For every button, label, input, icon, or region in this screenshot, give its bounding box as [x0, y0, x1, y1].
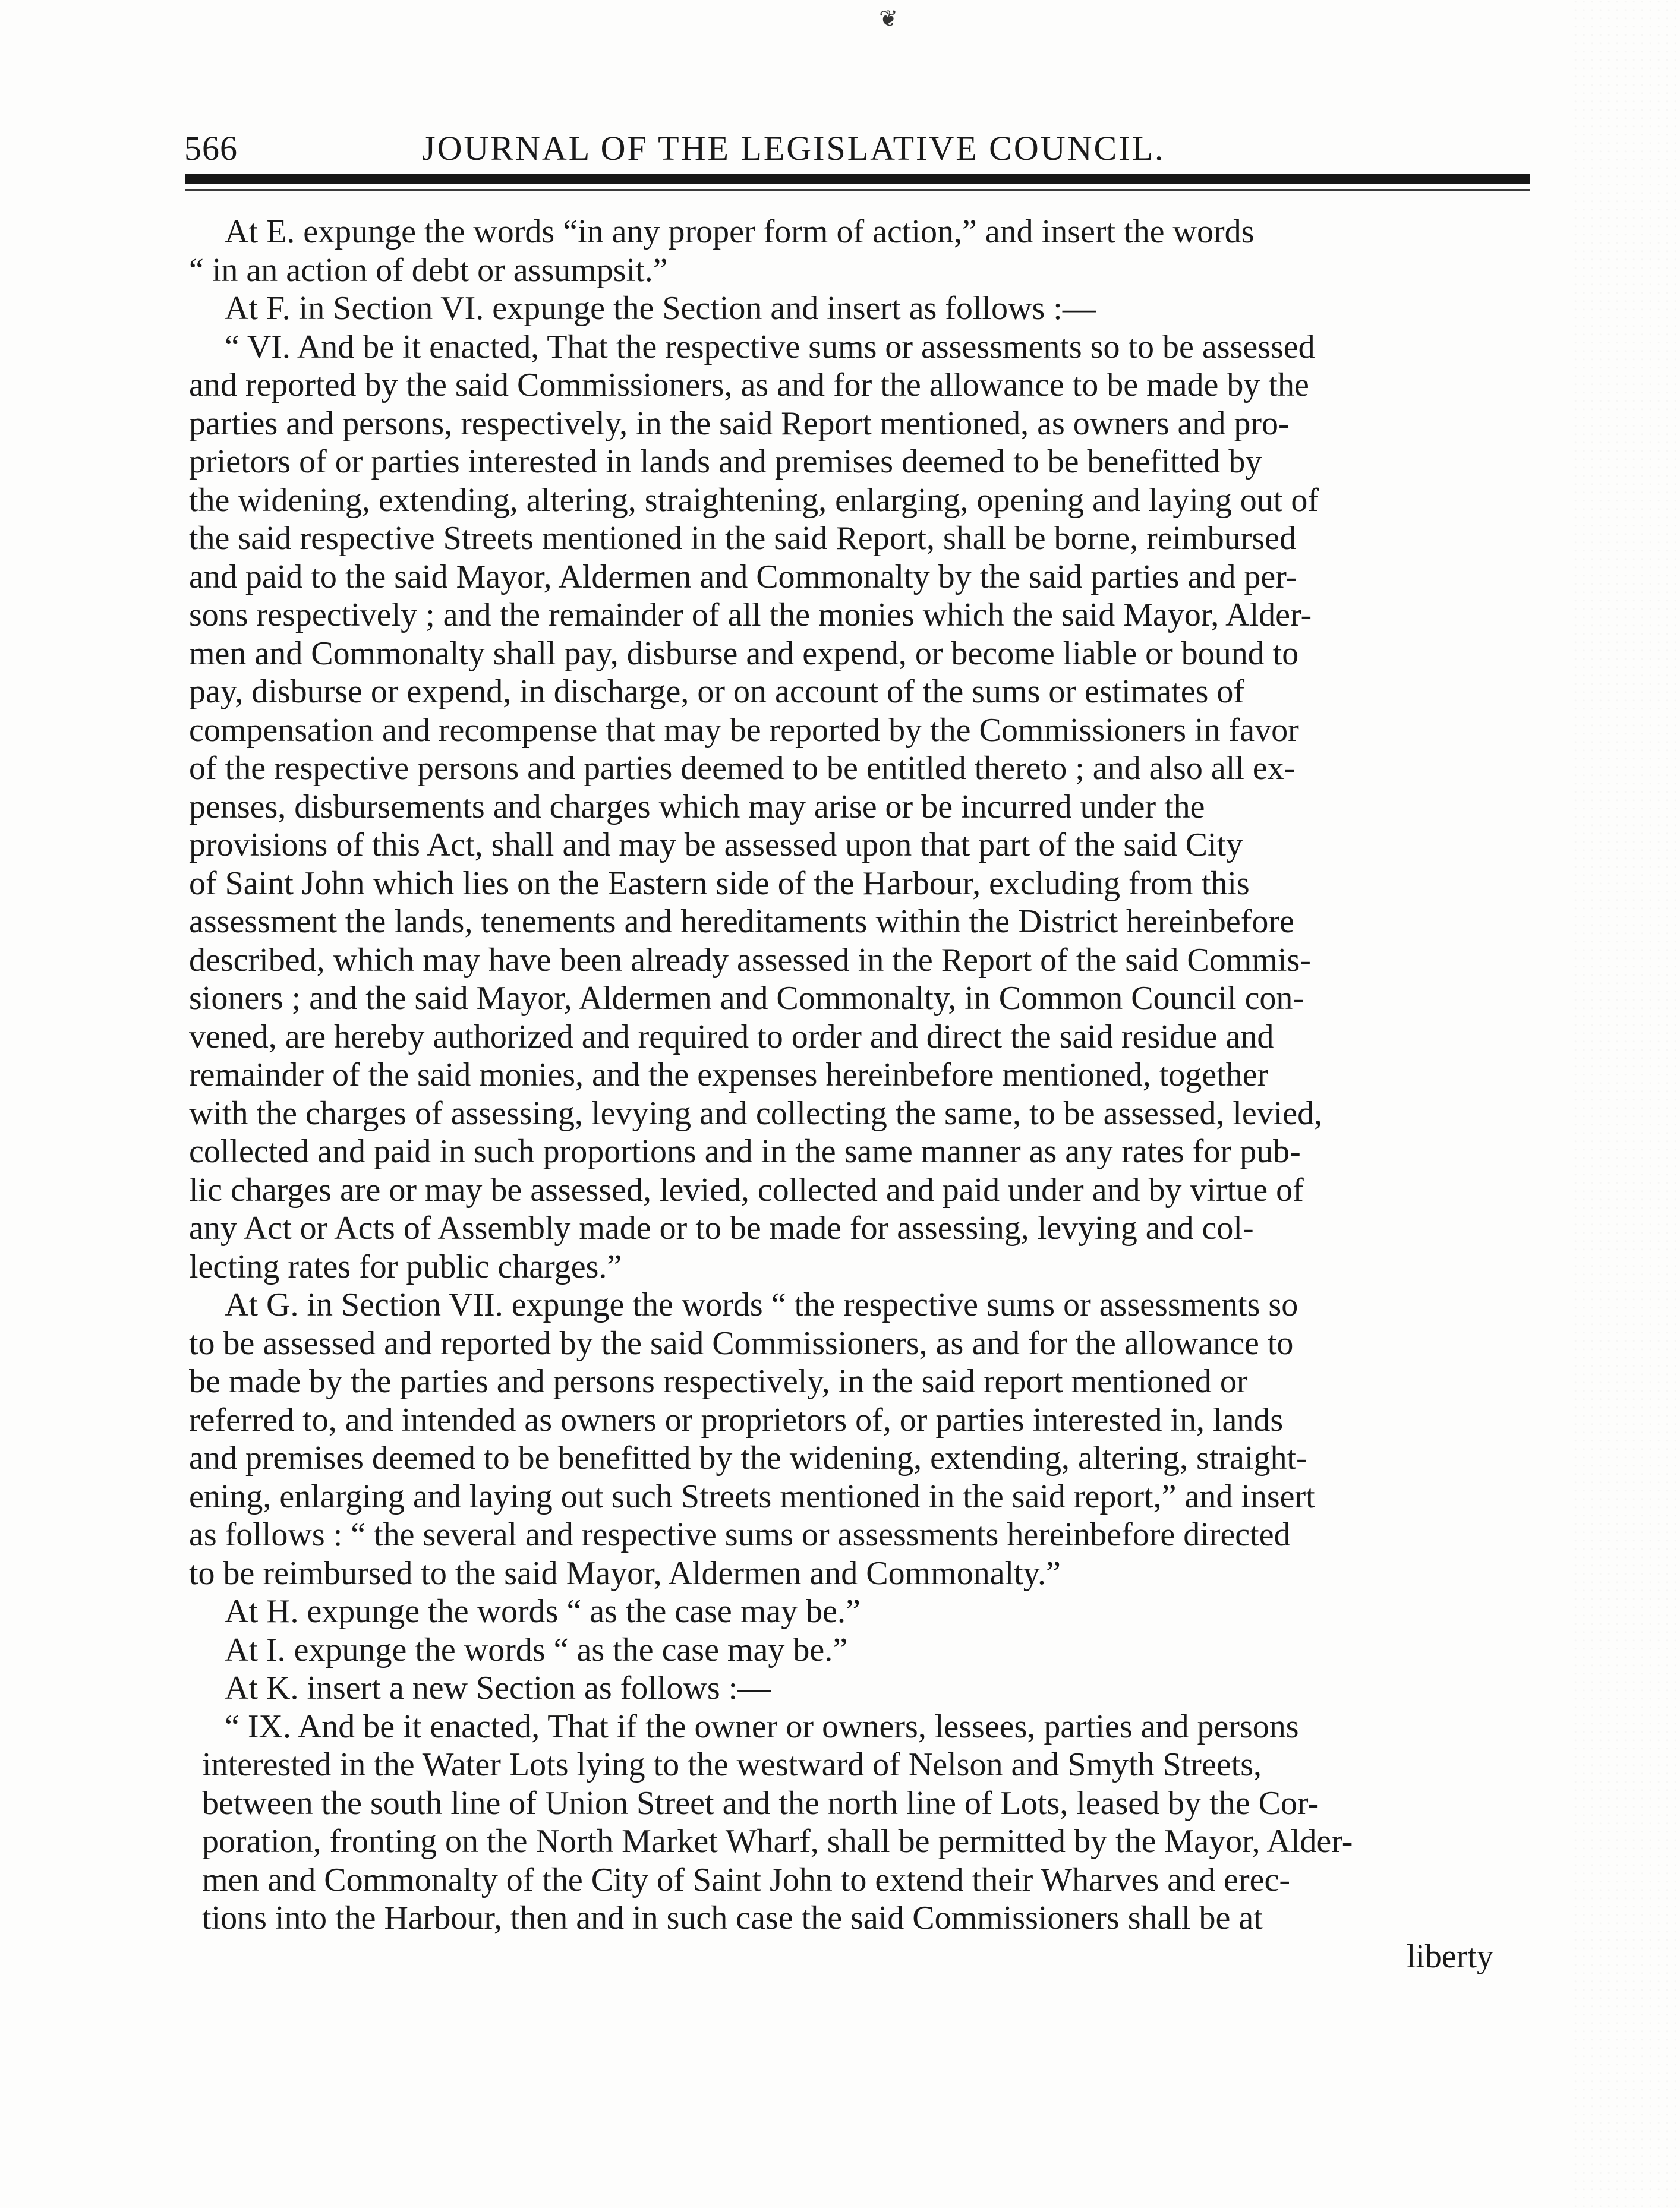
text-line: the said respective Streets mentioned in the said Report, shall be borne, reimbursed	[189, 520, 1297, 557]
page-header	[184, 122, 1527, 175]
text-line: as follows : “ the several and respective sums or assessments hereinbefore directed	[189, 1516, 1291, 1553]
header-rule	[185, 174, 1530, 184]
text-line: At H. expunge the words “ as the case may be.”	[225, 1593, 861, 1630]
header-rule-thin	[185, 189, 1530, 191]
text-line: and premises deemed to be benefitted by the widening, extending, altering, straight-	[189, 1440, 1307, 1477]
text-line: “ IX. And be it enacted, That if the owner or owners, lessees, parties and persons	[225, 1708, 1299, 1745]
text-line: sioners ; and the said Mayor, Aldermen and Commonalty, in Common Council con-	[189, 980, 1304, 1017]
text-line: At F. in Section VI. expunge the Section and insert as follows :—	[225, 290, 1096, 327]
text-line: poration, fronting on the North Market Wharf, shall be permitted by the Mayor, Alder-	[202, 1823, 1353, 1860]
text-line: assessment the lands, tenements and hereditaments within the District hereinbefore	[189, 903, 1294, 940]
text-line: “ in an action of debt or assumpsit.”	[189, 251, 668, 289]
text-line: vened, are hereby authorized and required to order and direct the said residue and	[189, 1018, 1274, 1055]
running-head: JOURNAL OF THE LEGISLATIVE COUNCIL.	[422, 129, 1165, 168]
text-line: compensation and recompense that may be reported by the Commissioners in favor	[189, 711, 1299, 749]
text-line: men and Commonalty of the City of Saint John to extend their Wharves and erec-	[202, 1861, 1290, 1898]
text-line: At G. in Section VII. expunge the words “ the respective sums or assessments so	[225, 1286, 1298, 1323]
text-line: with the charges of assessing, levying and collecting the same, to be assessed, levied,	[189, 1094, 1323, 1132]
text-line: collected and paid in such proportions and in the same manner as any rates for pub-	[189, 1133, 1301, 1170]
text-line: At K. insert a new Section as follows :—	[225, 1670, 771, 1707]
text-line: the widening, extending, altering, straightening, enlarging, opening and laying out of	[189, 481, 1319, 519]
text-line: of the respective persons and parties deemed to be entitled thereto ; and also all ex-	[189, 750, 1296, 787]
text-line: tions into the Harbour, then and in such case the said Commissioners shall be at	[202, 1900, 1263, 1936]
text-line: be made by the parties and persons respectively, in the said report mentioned or	[189, 1363, 1248, 1400]
text-line: described, which may have been already assessed in the Report of the said Commis-	[189, 941, 1311, 979]
text-line: and reported by the said Commissioners, as and for the allowance to be made by the	[189, 367, 1309, 403]
text-line: any Act or Acts of Assembly made or to be made for assessing, levying and col-	[189, 1210, 1254, 1247]
text-line: At E. expunge the words “in any proper form of action,” and insert the words	[225, 213, 1255, 250]
text-line: men and Commonalty shall pay, disburse and expend, or become liable or bound to	[189, 635, 1299, 672]
text-line: lic charges are or may be assessed, levied, collected and paid under and by virtue of	[189, 1171, 1304, 1209]
text-line: provisions of this Act, shall and may be assessed upon that part of the said City	[189, 827, 1243, 863]
text-line: At I. expunge the words “ as the case may be.”	[225, 1631, 848, 1668]
page-edge-texture	[1573, 0, 1680, 2208]
text-line: to be reimbursed to the said Mayor, Aldermen and Commonalty.”	[189, 1554, 1061, 1592]
text-line: lecting rates for public charges.”	[189, 1248, 622, 1285]
ornament-glyph: ❦	[879, 7, 898, 31]
page-number: 566	[184, 129, 238, 168]
body-text	[189, 213, 1577, 1976]
text-line: penses, disbursements and charges which may arise or be incurred under the	[189, 788, 1205, 825]
text-line: “ VI. And be it enacted, That the respective sums or assessments so to be assessed	[225, 328, 1315, 365]
text-line: parties and persons, respectively, in the said Report mentioned, as owners and pro-	[189, 405, 1290, 442]
text-line: to be assessed and reported by the said Commissioners, as and for the allowance to	[189, 1324, 1294, 1362]
text-line: between the south line of Union Street and the north line of Lots, leased by the Cor-	[202, 1784, 1319, 1822]
text-line: liberty	[1406, 1938, 1493, 1975]
text-line: sons respectively ; and the remainder of all the monies which the said Mayor, Alder-	[189, 597, 1312, 633]
text-line: and paid to the said Mayor, Aldermen and Commonalty by the said parties and per-	[189, 558, 1297, 595]
text-line: interested in the Water Lots lying to the westward of Nelson and Smyth Streets,	[202, 1746, 1262, 1783]
text-line: remainder of the said monies, and the expenses hereinbefore mentioned, together	[189, 1056, 1269, 1093]
text-line: of Saint John which lies on the Eastern side of the Harbour, excluding from this	[189, 865, 1250, 902]
text-line: referred to, and intended as owners or proprietors of, or parties interested in, lands	[189, 1401, 1284, 1439]
text-line: pay, disburse or expend, in discharge, or on account of the sums or estimates of	[189, 673, 1245, 710]
text-line: ening, enlarging and laying out such Streets mentioned in the said report,” and insert	[189, 1478, 1315, 1515]
text-line: prietors of or parties interested in lands and premises deemed to be benefitted by	[189, 443, 1262, 480]
